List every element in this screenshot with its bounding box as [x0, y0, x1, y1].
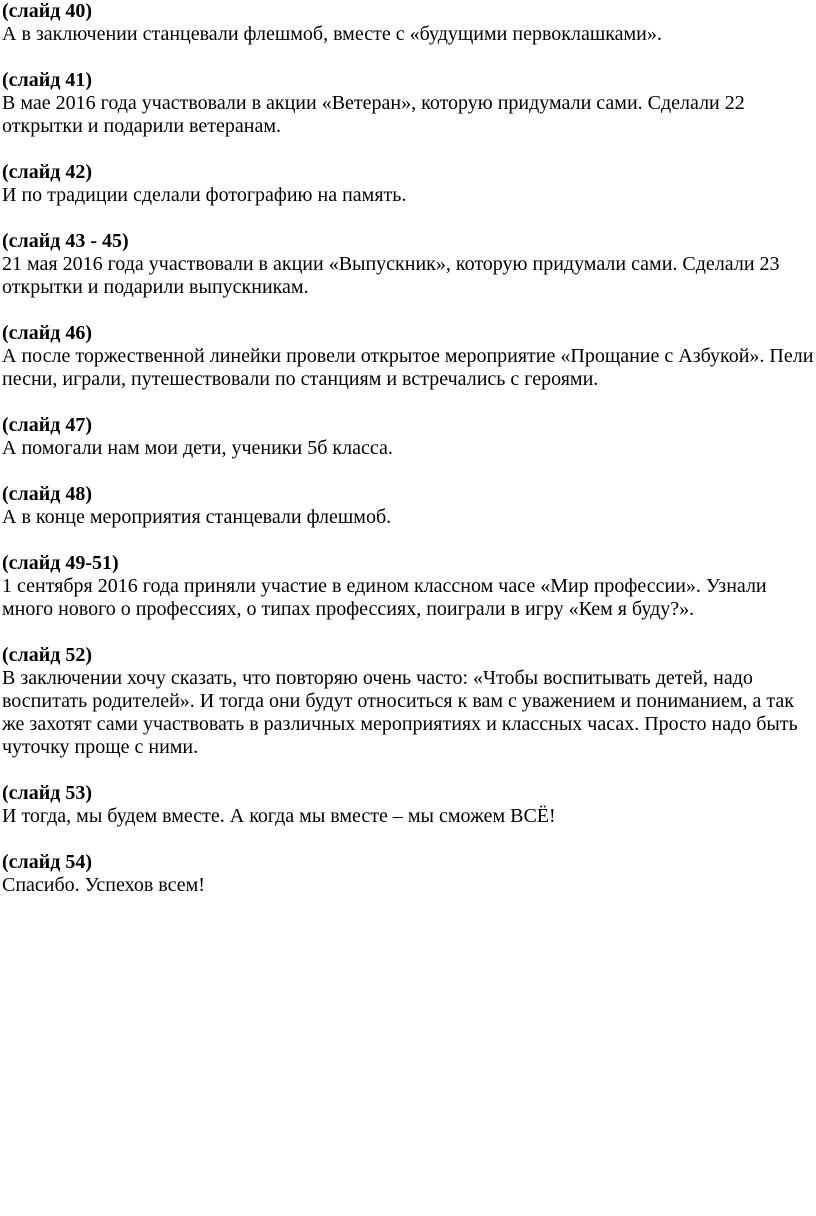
- slide-section-48: [2, 483, 814, 529]
- slide-label: (слайд 53): [2, 782, 93, 804]
- slide-label: (слайд 48): [2, 483, 93, 505]
- slide-label: (слайд 43 - 45): [2, 230, 129, 252]
- slide-label: (слайд 46): [2, 322, 93, 344]
- slide-text: А в заключении станцевали флешмоб, вместе с «будущими первоклашками».: [2, 23, 662, 45]
- slide-text: А в конце мероприятия станцевали флешмоб.: [2, 506, 392, 528]
- slide-section-47: [2, 414, 814, 460]
- slide-text: Спасибо. Успехов всем!: [2, 874, 205, 896]
- slide-label: (слайд 47): [2, 414, 93, 436]
- slide-label: (слайд 49-51): [2, 552, 119, 574]
- slide-label: (слайд 52): [2, 644, 93, 666]
- slide-section-43-45: [2, 230, 814, 299]
- slide-label: (слайд 40): [2, 0, 93, 22]
- slide-text: А помогали нам мои дети, ученики 5б класса.: [2, 437, 393, 459]
- slide-section-53: [2, 782, 814, 828]
- slide-text: 21 мая 2016 года участвовали в акции «Выпускник», которую придумали сами. Сделали 23 открытки и подарили выпускникам.: [2, 253, 780, 298]
- slide-section-54: [2, 851, 814, 897]
- slide-section-52: [2, 644, 814, 759]
- slide-section-41: [2, 69, 814, 138]
- slide-text: 1 сентября 2016 года приняли участие в едином классном часе «Мир профессии». Узнали много нового о профессиях, о типах профессиях, поиграли в игру «Кем я буду?».: [2, 575, 767, 620]
- slide-label: (слайд 41): [2, 69, 93, 91]
- slide-text: И тогда, мы будем вместе. А когда мы вместе – мы сможем ВСЁ!: [2, 805, 556, 827]
- slide-text: А после торжественной линейки провели открытое мероприятие «Прощание с Азбукой». Пели песни, играли, путешествовали по станциям и встречались с героями.: [2, 345, 814, 390]
- slide-text: В мае 2016 года участвовали в акции «Ветеран», которую придумали сами. Сделали 22 открытки и подарили ветеранам.: [2, 92, 745, 137]
- slide-label: (слайд 42): [2, 161, 93, 183]
- slide-section-42: [2, 161, 814, 207]
- document-page: [2, 0, 814, 920]
- slide-label: (слайд 54): [2, 851, 93, 873]
- slide-text: В заключении хочу сказать, что повторяю очень часто: «Чтобы воспитывать детей, надо воспитать родителей». И тогда они будут относиться к вам с уважением и пониманием, а так же захотят сами участвовать в различных мероприятиях и классных часах. Просто надо быть чуточку проще с ними.: [2, 667, 798, 758]
- slide-text: И по традиции сделали фотографию на память.: [2, 184, 407, 206]
- slide-section-46: [2, 322, 814, 391]
- slide-section-40: [2, 0, 814, 46]
- slide-section-49-51: [2, 552, 814, 621]
